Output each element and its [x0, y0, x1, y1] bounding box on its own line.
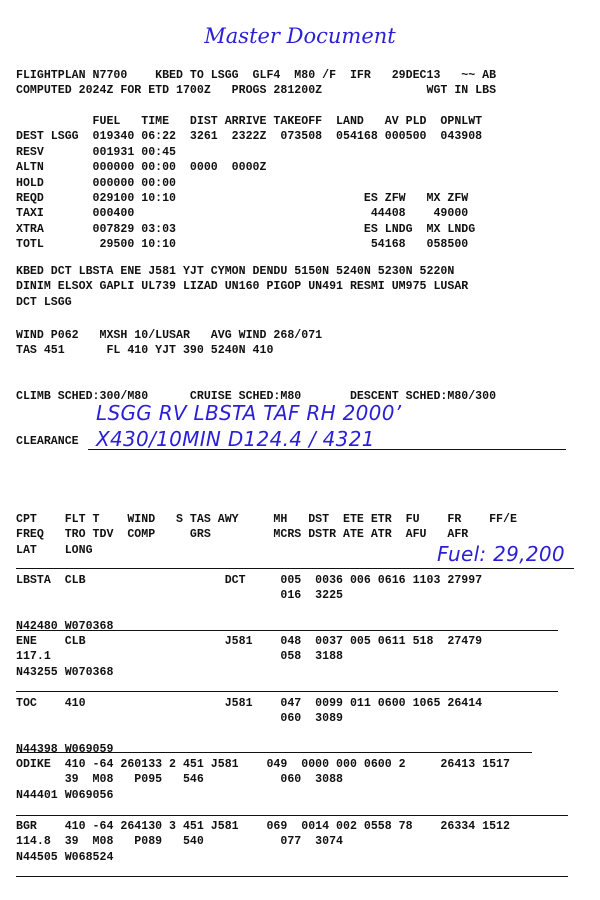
- fuel-row-totl: TOTL 29500 10:10 54168 058500: [16, 238, 469, 252]
- waypoint-line: N44401 W069056: [16, 788, 114, 802]
- route-string: [16, 264, 468, 310]
- log-header-line: CPT FLT T WIND S TAS AWY MH DST ETE ETR FU FR FF/E: [16, 513, 517, 526]
- wind-line: TAS 451 FL 410 YJT 390 5240N 410: [16, 344, 274, 358]
- waypoint-line: 114.8 39 M08 P089 540 077 3074: [16, 835, 343, 849]
- waypoint-line: 39 M08 P095 546 060 3088: [16, 773, 343, 787]
- fuel-row-dest: DEST LSGG 019340 06:22 3261 2322Z 073508 054168 000500 043908: [16, 130, 483, 144]
- log-divider: [16, 876, 568, 877]
- waypoint-row-odike: [16, 757, 510, 803]
- fuel-row-hold: HOLD 000000 00:00: [16, 176, 177, 190]
- handwritten-route-note: LSGG RV LBSTA TAF RH 2000’: [96, 401, 402, 425]
- waypoint-line: BGR 410 -64 264130 3 451 J581 069 0014 002 0558 78 26334 1512: [16, 820, 510, 833]
- fuel-row-resv: RESV 001931 00:45: [16, 145, 177, 159]
- waypoint-row-toc: [16, 696, 482, 758]
- log-divider: [16, 691, 558, 692]
- route-line: DCT LSGG: [16, 295, 72, 309]
- waypoint-line: N43255 W070368: [16, 665, 114, 679]
- fuel-row-altn: ALTN 000000 00:00 0000 0000Z: [16, 161, 267, 175]
- log-divider: [16, 815, 568, 816]
- wind-line: WIND P062 MXSH 10/LUSAR AVG WIND 268/071: [16, 329, 323, 342]
- waypoint-line: TOC 410 J581 047 0099 011 0600 1065 26414: [16, 697, 483, 710]
- handwritten-clearance-value: X430/10MIN D124.4 / 4321: [96, 427, 375, 451]
- log-divider: [16, 568, 574, 569]
- log-divider: [16, 752, 532, 753]
- header-line: FLIGHTPLAN N7700 KBED TO LSGG GLF4 M80 /F IFR 29DEC13 ~~ AB: [16, 69, 497, 82]
- waypoint-line: 016 3225: [16, 589, 343, 603]
- handwritten-title: Master Document: [204, 24, 396, 48]
- fuel-row-xtra: XTRA 007829 03:03 ES LNDG MX LNDG: [16, 222, 476, 236]
- log-divider: [16, 630, 558, 631]
- waypoint-line: N44505 W068524: [16, 850, 114, 864]
- waypoint-line: N44398 W069059: [16, 743, 114, 757]
- waypoint-line: 117.1 058 3188: [16, 650, 343, 664]
- waypoint-row-bgr: [16, 819, 510, 865]
- handwritten-fuel-note: Fuel: 29,200: [437, 542, 565, 566]
- header-line: COMPUTED 2024Z FOR ETD 1700Z PROGS 281200Z WGT IN LBS: [16, 84, 497, 98]
- sched-line: CLIMB SCHED:300/M80 CRUISE SCHED:M80 DESCENT SCHED:M80/300: [16, 390, 497, 403]
- waypoint-line: LBSTA CLB DCT 005 0036 006 0616 1103 27997: [16, 574, 483, 587]
- waypoint-line: ODIKE 410 -64 260133 2 451 J581 049 0000 000 0600 2 26413 1517: [16, 758, 510, 771]
- waypoint-row-lbsta: [16, 573, 482, 635]
- waypoint-line: 060 3089: [16, 712, 343, 726]
- log-header-line: LAT LONG: [16, 543, 93, 557]
- flightplan-header: [16, 68, 496, 99]
- waypoint-line: N42480 W070368: [16, 620, 114, 634]
- wind-summary: [16, 328, 322, 359]
- clearance-label: CLEARANCE: [16, 435, 79, 448]
- fuel-header-row: FUEL TIME DIST ARRIVE TAKEOFF LAND AV PLD OPNLWT: [16, 115, 483, 128]
- fuel-row-taxi: TAXI 000400 44408 49000: [16, 207, 469, 221]
- route-line: KBED DCT LBSTA ENE J581 YJT CYMON DENDU 5150N 5240N 5230N 5220N: [16, 265, 455, 278]
- clearance-underline: [88, 449, 566, 450]
- fuel-row-reqd: REQD 029100 10:10 ES ZFW MX ZFW: [16, 192, 469, 206]
- waypoint-line: ENE CLB J581 048 0037 005 0611 518 27479: [16, 635, 483, 648]
- fuel-summary-table: [16, 114, 482, 253]
- log-header-line: FREQ TRO TDV COMP GRS MCRS DSTR ATE ATR AFU AFR: [16, 528, 469, 542]
- route-line: DINIM ELSOX GAPLI UL739 LIZAD UN160 PIGOP UN491 RESMI UM975 LUSAR: [16, 280, 469, 294]
- waypoint-row-ene: [16, 634, 482, 680]
